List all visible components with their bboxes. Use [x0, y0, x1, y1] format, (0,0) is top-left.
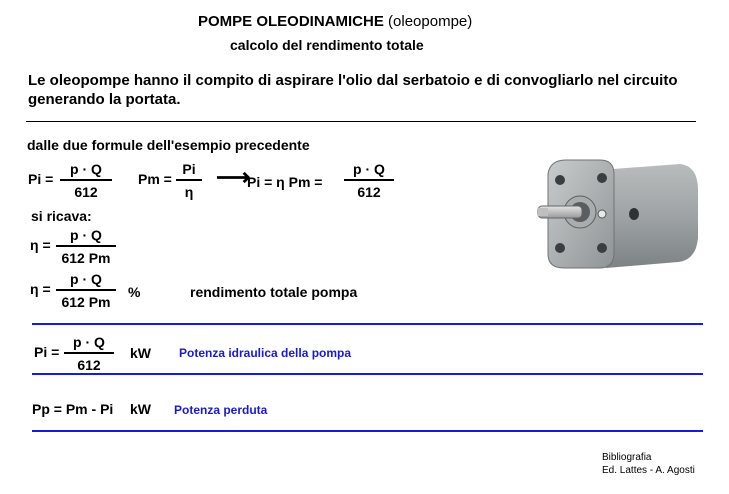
page-title-paren: (oleopompe)	[388, 13, 473, 30]
gear-pump-icon	[530, 150, 710, 278]
bibliography	[602, 451, 695, 477]
bibliography-label: Bibliografia	[602, 452, 652, 463]
lost-power-formula: Pp = Pm - Pi	[32, 401, 114, 417]
fraction-bar	[56, 289, 116, 291]
intro-line-2: generando la portata.	[28, 91, 181, 108]
separator-blue-1	[32, 323, 703, 325]
page-subtitle: calcolo del rendimento totale	[230, 37, 424, 53]
eta-denominator: 612 Pm	[61, 250, 111, 266]
pm-numerator: Pi	[182, 161, 196, 177]
eta-percent-numerator: p · Q	[70, 271, 102, 287]
separator-blue-2	[32, 373, 703, 375]
eta-percent-fraction	[56, 270, 116, 311]
si-ricava-label: si ricava:	[31, 208, 92, 224]
fraction-bar	[176, 179, 202, 181]
hydraulic-power-caption: Potenza idraulica della pompa	[179, 346, 352, 360]
pi-numerator: p · Q	[70, 161, 102, 177]
implies-arrow-icon: ⟶	[216, 164, 251, 191]
eta-percent-formula-lhs: η =	[30, 281, 51, 297]
combined-numerator: p · Q	[353, 161, 385, 177]
eta-percent-denominator: 612 Pm	[61, 294, 111, 310]
pi-denominator: 612	[74, 184, 98, 200]
hydraulic-power-lhs: Pi =	[34, 344, 60, 360]
pm-formula-lhs: Pm =	[138, 171, 172, 187]
lost-power-caption: Potenza perduta	[174, 403, 268, 417]
section-lead-text: dalle due formule dell'esempio precedente	[27, 137, 310, 153]
combined-fraction	[344, 160, 394, 201]
divider-line	[26, 121, 696, 122]
hydraulic-power-denominator: 612	[77, 357, 101, 373]
intro-line-1: Le oleopompe hanno il compito di aspirare l'olio dal serbatoio e di convogliarlo nel circuito	[28, 72, 678, 89]
page-title	[198, 13, 472, 30]
fraction-bar	[56, 245, 116, 247]
bibliography-source: Ed. Lattes - A. Agosti	[602, 465, 695, 476]
separator-blue-3	[32, 430, 703, 432]
lost-power-unit: kW	[130, 401, 151, 417]
gear-pump-image	[530, 150, 710, 278]
combined-denominator: 612	[357, 184, 381, 200]
eta-formula-lhs: η =	[30, 237, 51, 253]
hydraulic-power-fraction	[64, 333, 114, 374]
pi-formula-lhs: Pi =	[28, 171, 54, 187]
page-title-main: POMPE OLEODINAMICHE	[198, 13, 384, 30]
pm-denominator: η	[184, 184, 194, 200]
percent-sign: %	[128, 284, 141, 300]
fraction-bar	[64, 352, 114, 354]
pm-fraction	[176, 160, 202, 201]
hydraulic-power-unit: kW	[130, 345, 151, 361]
rendimento-caption: rendimento totale pompa	[190, 284, 358, 300]
hydraulic-power-numerator: p · Q	[73, 334, 105, 350]
eta-fraction	[56, 226, 116, 267]
pi-fraction	[60, 160, 112, 201]
combined-formula-lhs: Pi = η Pm =	[247, 174, 323, 190]
fraction-bar	[60, 179, 112, 181]
eta-numerator: p · Q	[70, 227, 102, 243]
fraction-bar	[344, 179, 394, 181]
intro-paragraph	[28, 71, 678, 109]
